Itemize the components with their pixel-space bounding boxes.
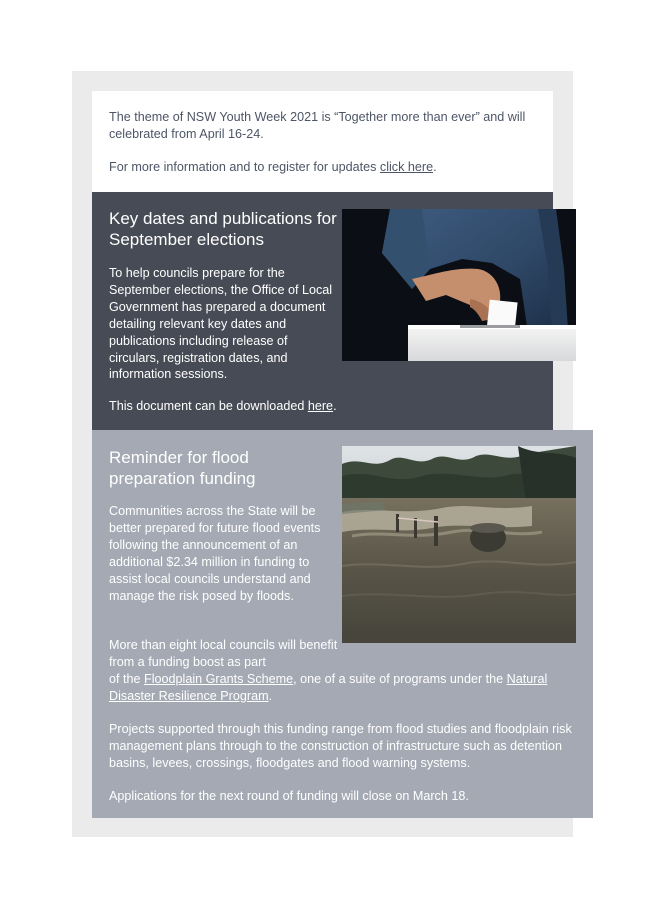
intro-section (92, 91, 553, 192)
download-here-link[interactable]: here (307, 399, 334, 413)
download-text: This document can be downloaded here. (109, 399, 337, 413)
ballot-box-photo (342, 209, 576, 361)
flood-body-2b: of the Floodplain Grants Scheme, one of a suite of programs under the Natural Disaster Resilience Program. (109, 672, 548, 703)
natural-disaster-resilience-link[interactable]: Natural Disaster Resilience Program (109, 672, 548, 703)
elections-heading: Key dates and publications for September elections (109, 209, 337, 249)
flood-heading: Reminder for flood preparation funding (109, 448, 256, 488)
flood-body-2a: More than eight local councils will benefit from a funding boost as part (109, 638, 338, 669)
flooded-river-photo (342, 446, 576, 643)
elections-body: To help councils prepare for the September elections, the Office of Local Government has prepared a document detailing relevant key dates and publications including release of circulars, registration dates, and information sessions. (109, 266, 333, 382)
click-here-link[interactable]: click here (379, 160, 434, 174)
youth-week-theme-text: The theme of NSW Youth Week 2021 is “Together more than ever” and will celebrated from April 16-24. (109, 110, 526, 141)
register-info-text: For more information and to register for updates click here. (109, 160, 437, 174)
flood-body-1: Communities across the State will be better prepared for future flood events following the announcement of an additional $2.34 million in funding to assist local councils understand and manage the risk posed by floods. (109, 504, 321, 603)
floodplain-grants-link[interactable]: Floodplain Grants Scheme (144, 672, 294, 686)
flood-body-4: Applications for the next round of funding will close on March 18. (109, 789, 469, 803)
flood-body-3: Projects supported through this funding range from flood studies and floodplain risk management plans through to the construction of infrastructure such as detention basins, levees, crossings, floodgates and flood warning systems. (109, 722, 572, 770)
